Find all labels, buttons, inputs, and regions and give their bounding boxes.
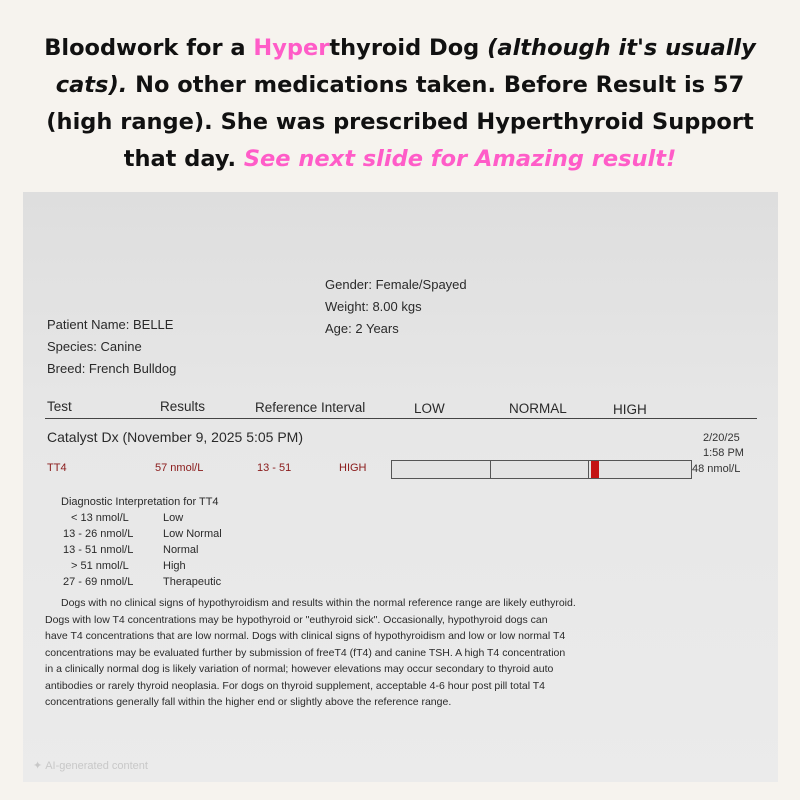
paragraph-line: Dogs with no clinical signs of hypothyroidism and results within the normal reference range are likely euthyroid. xyxy=(61,597,576,609)
caption-next-slide: See next slide for Amazing result! xyxy=(243,146,677,172)
caption-part3: No other medications taken. Before Result is 57 (high range). She was prescribed Hyperthyroid Support that day. xyxy=(46,72,754,172)
result-marker xyxy=(591,461,599,478)
col-low: LOW xyxy=(414,401,445,416)
interp-paragraph xyxy=(45,595,695,711)
header-rule xyxy=(45,418,757,419)
interp-range: 13 - 51 nmol/L xyxy=(63,544,134,556)
interp-range: > 51 nmol/L xyxy=(71,560,129,572)
result-flag: HIGH xyxy=(339,462,367,474)
paragraph-line: concentrations may be evaluated further by submission of freeT4 (fT4) and canine TSH. A high T4 concentration xyxy=(45,646,566,659)
interp-label: High xyxy=(163,560,186,572)
interp-range: < 13 nmol/L xyxy=(71,512,129,524)
paragraph-line: have T4 concentrations that are low normal. Dogs with clinical signs of hypothyroidism and low or low normal T4 xyxy=(45,630,566,642)
caption-part2: thyroid Dog xyxy=(329,35,488,61)
range-divider-high xyxy=(588,461,589,478)
result-previous: 48 nmol/L xyxy=(692,463,741,475)
paragraph-line: antibodies or rarely thyroid neoplasia. For dogs on thyroid supplement, acceptable 4-6 hour post pill total T4 xyxy=(45,679,546,692)
paragraph-line: in a clinically normal dog is likely variation of normal; however elevations may occur secondary to thyroid auto xyxy=(45,663,554,675)
age: Age: 2 Years xyxy=(325,321,399,336)
interp-label: Normal xyxy=(163,544,199,556)
result-reference: 13 - 51 xyxy=(257,462,292,474)
patient-name: Patient Name: BELLE xyxy=(47,317,174,332)
interp-label: Low xyxy=(163,512,184,524)
interp-label: Therapeutic xyxy=(163,576,222,588)
range-divider-low xyxy=(490,461,491,478)
caption xyxy=(30,30,770,178)
result-value: 57 nmol/L xyxy=(155,462,204,474)
interp-label: Low Normal xyxy=(163,528,222,540)
interp-range: 27 - 69 nmol/L xyxy=(63,576,134,588)
panel-date: 2/20/25 xyxy=(703,432,740,444)
result-test: TT4 xyxy=(47,462,67,474)
result-range-bar xyxy=(391,460,692,479)
paragraph-line: Dogs with low T4 concentrations may be hypothyroid or "euthyroid sick". Occasionally, hypothyroid dogs can xyxy=(45,613,548,626)
gender: Gender: Female/Spayed xyxy=(325,277,467,292)
sparkle-icon: ✦ xyxy=(33,760,43,772)
col-reference: Reference Interval xyxy=(255,400,366,415)
weight: Weight: 8.00 kgs xyxy=(325,299,422,314)
breed: Breed: French Bulldog xyxy=(47,361,177,376)
paragraph-line: concentrations generally fall within the higher end or slightly above the reference range. xyxy=(45,696,452,708)
col-test: Test xyxy=(47,399,72,414)
col-normal: NORMAL xyxy=(509,401,567,416)
col-results: Results xyxy=(160,399,206,414)
caption-part1: Bloodwork for a xyxy=(44,35,254,61)
panel-time: 1:58 PM xyxy=(703,447,744,459)
lab-report-photo xyxy=(23,192,778,782)
species: Species: Canine xyxy=(47,339,142,354)
interp-range: 13 - 26 nmol/L xyxy=(63,528,134,540)
ai-watermark-text: AI-generated content xyxy=(45,760,148,772)
caption-italic: (although it's usually cats). xyxy=(55,35,756,98)
caption-hyper: Hyper xyxy=(253,35,330,61)
ai-watermark xyxy=(33,759,148,772)
panel-title: Catalyst Dx (November 9, 2025 5:05 PM) xyxy=(47,429,303,445)
col-high: HIGH xyxy=(613,402,647,417)
interp-title: Diagnostic Interpretation for TT4 xyxy=(61,496,219,508)
